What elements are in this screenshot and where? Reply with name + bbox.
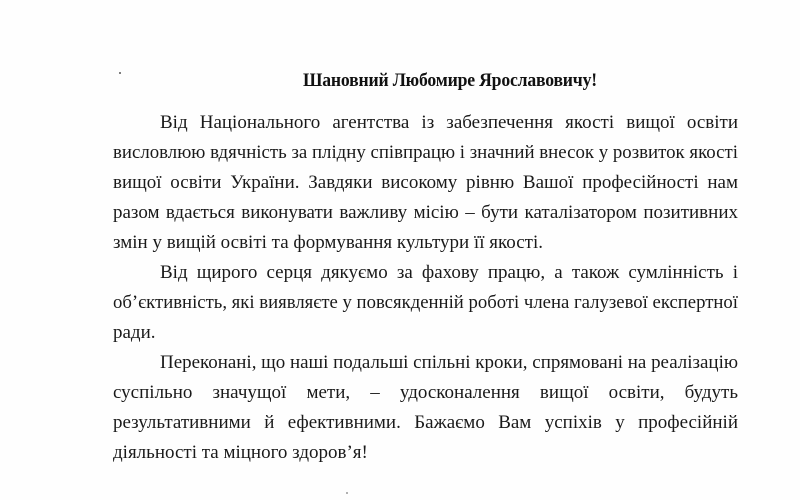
paragraph-1-line-3: вищої освіти України. Завдяки високому рівню Вашої професійності нам (113, 172, 738, 193)
paragraph-3-line-1: Переконані, що наші подальші спільні кроки, спрямовані на реалізацію (160, 352, 738, 373)
paragraph-3-line-2: суспільно значущої мети, – удосконалення вищої освіти, будуть (113, 382, 738, 403)
paragraph-1-line-1: Від Національного агентства із забезпечення якості вищої освіти (160, 112, 738, 133)
paragraph-1-line-5: змін у вищій освіті та формування культури її якості. (113, 232, 543, 253)
paragraph-3-line-3: результативними й ефективними. Бажаємо Вам успіхів у професійній (113, 412, 738, 433)
paragraph-1-line-4: разом вдається виконувати важливу місію – бути каталізатором позитивних (113, 202, 738, 223)
paragraph-3-line-4: діяльності та міцного здоров’я! (113, 442, 368, 463)
paragraph-1-line-2: висловлюю вдячність за плідну співпрацю і значний внесок у розвиток якості (113, 142, 738, 163)
paragraph-2-line-1: Від щирого серця дякуємо за фахову працю, а також сумлінність і (160, 262, 738, 283)
paragraph-2-line-3: ради. (113, 322, 156, 343)
scan-speck (346, 492, 348, 494)
letter-body (113, 108, 738, 468)
letter-salutation: Шановний Любомире Ярославовичу! (303, 70, 597, 91)
paragraph-2-line-2: об’єктивність, які виявляєте у повсякденній роботі члена галузевої експертної (113, 292, 738, 313)
